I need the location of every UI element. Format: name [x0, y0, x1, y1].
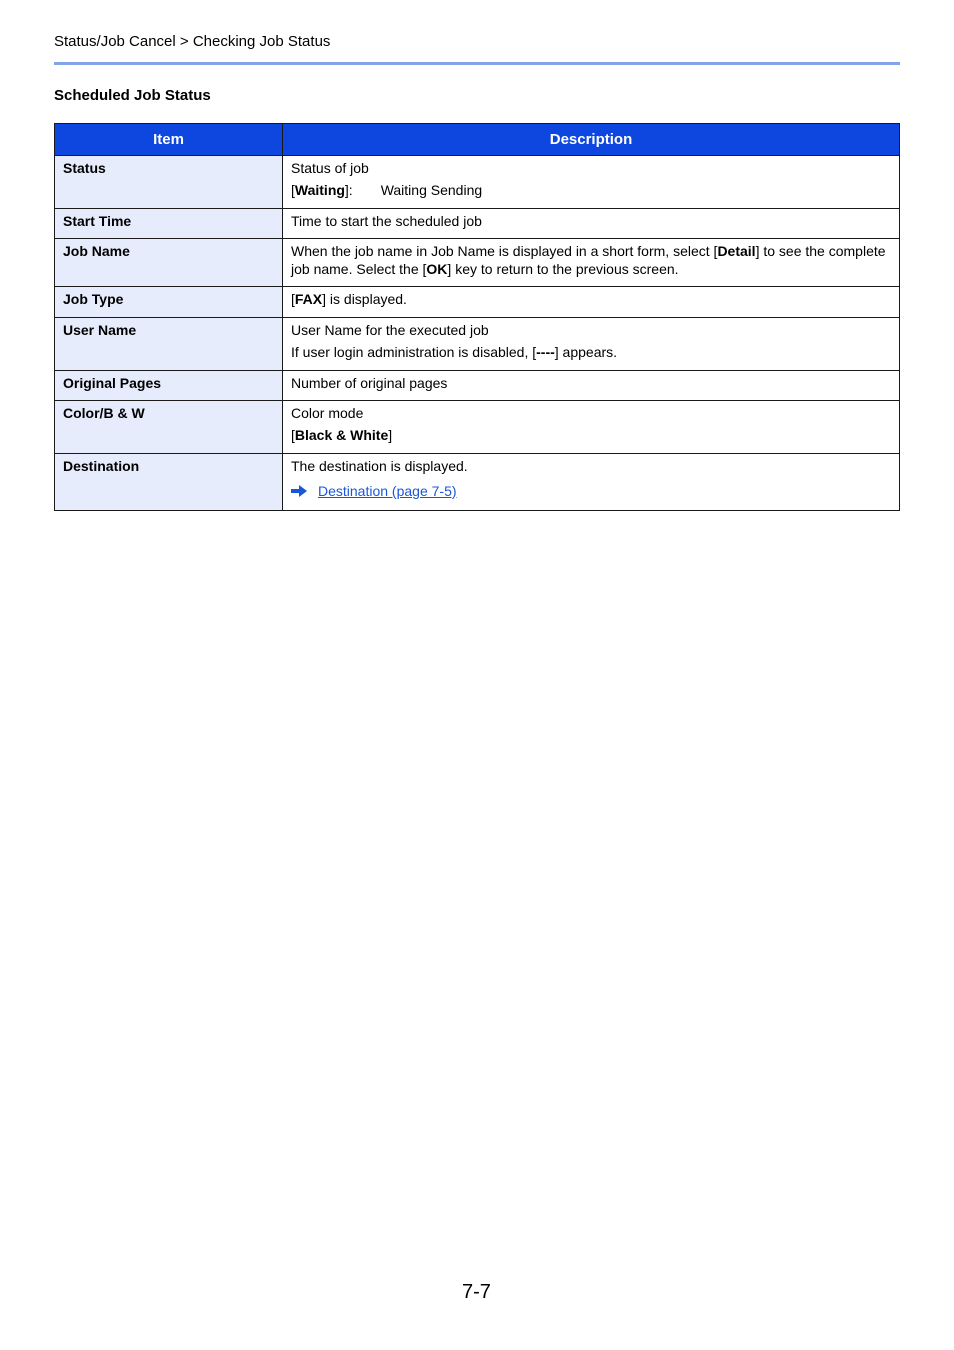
- description-cell: [283, 287, 900, 318]
- description-text: If user login administration is disabled, [----] appears.: [291, 344, 618, 360]
- fax-key: FAX: [294, 291, 323, 307]
- black-white-key: Black & White: [294, 427, 389, 443]
- description-cell: [283, 156, 900, 209]
- ok-key: OK: [426, 261, 448, 277]
- page-number: 7-7: [462, 1281, 491, 1303]
- description-cell: [283, 318, 900, 371]
- table-row: [55, 156, 900, 209]
- status-value-pair: [Waiting]: Waiting Sending: [291, 182, 483, 198]
- column-header-item: Item: [55, 124, 283, 156]
- table-row: [55, 287, 900, 318]
- item-cell: Job Name: [55, 239, 283, 287]
- description-cell: [283, 239, 900, 287]
- scheduled-job-status-table: [54, 123, 900, 511]
- breadcrumb: Status/Job Cancel > Checking Job Status: [54, 33, 331, 50]
- status-value: Waiting Sending: [380, 182, 483, 198]
- cross-reference: [291, 482, 891, 500]
- description-text: When the job name in Job Name is displayed in a short form, select [Detail] to see the complete job name. Select the [OK] key to return to the previous screen.: [291, 243, 886, 277]
- dashes-key: ----: [536, 344, 555, 360]
- item-cell: Original Pages: [55, 371, 283, 401]
- description-cell: [283, 209, 900, 239]
- description-text: [FAX] is displayed.: [291, 291, 407, 307]
- description-text: [Black & White]: [291, 427, 393, 443]
- table-row: [55, 209, 900, 239]
- description-text: The destination is displayed.: [291, 458, 468, 474]
- item-cell: Status: [55, 156, 283, 209]
- section-title: Scheduled Job Status: [54, 87, 211, 104]
- description-cell: [283, 454, 900, 511]
- destination-link[interactable]: Destination (page 7-5): [318, 483, 457, 499]
- description-text: Time to start the scheduled job: [291, 213, 482, 229]
- table-row: [55, 454, 900, 511]
- item-cell: Destination: [55, 454, 283, 511]
- table-header-row: [55, 124, 900, 156]
- table-row: [55, 401, 900, 454]
- header-rule: [54, 62, 900, 65]
- table-row: [55, 318, 900, 371]
- table-row: [55, 371, 900, 401]
- description-cell: [283, 401, 900, 454]
- item-cell: Color/B & W: [55, 401, 283, 454]
- item-cell: Start Time: [55, 209, 283, 239]
- description-text: Color mode: [291, 405, 364, 421]
- detail-key: Detail: [717, 243, 756, 259]
- item-cell: Job Type: [55, 287, 283, 318]
- arrow-right-icon: [291, 485, 307, 497]
- table-row: [55, 239, 900, 287]
- column-header-description: Description: [283, 124, 900, 156]
- description-cell: [283, 371, 900, 401]
- description-text: User Name for the executed job: [291, 322, 489, 338]
- description-text: Number of original pages: [291, 375, 448, 391]
- item-cell: User Name: [55, 318, 283, 371]
- status-key: Waiting: [294, 182, 345, 198]
- description-text: Status of job: [291, 160, 369, 176]
